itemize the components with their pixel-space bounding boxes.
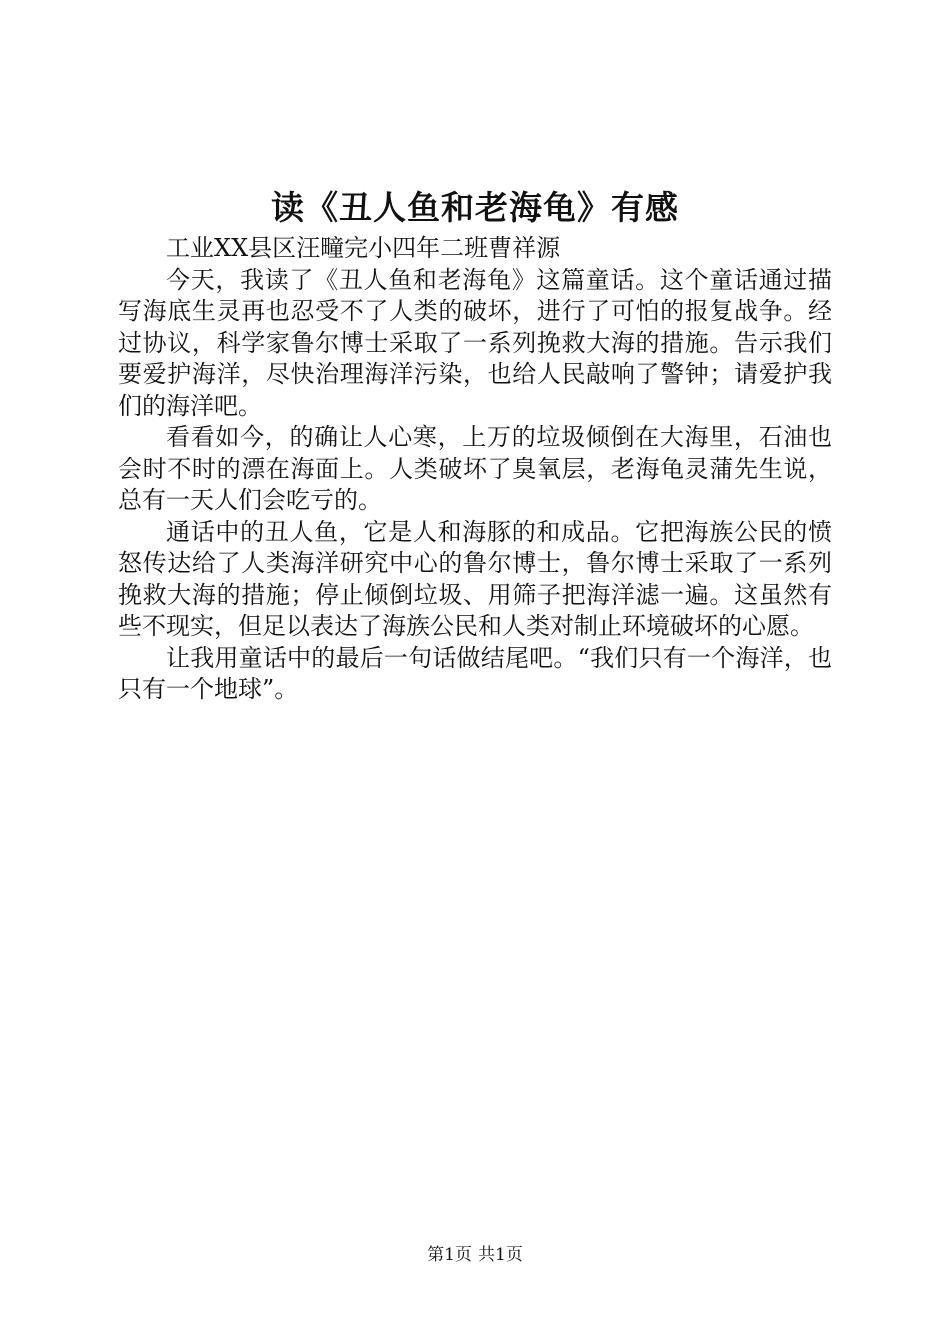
- page-footer: [0, 1243, 950, 1267]
- paragraph-1: 今天，我读了《丑人鱼和老海龟》这篇童话。这个童话通过描写海底生灵再也忍受不了人类的破坏，进行了可怕的报复战争。经过协议，科学家鲁尔博士采取了一系列挽救大海的措施。告示我们要爱护海洋，尽快治理海洋污染，也给人民敲响了警钟；请爱护我们的海洋吧。: [118, 265, 832, 420]
- page-total: 共1页: [478, 1245, 523, 1265]
- paragraph-4: 让我用童话中的最后一句话做结尾吧。“我们只有一个海洋，也只有一个地球”。: [118, 643, 832, 703]
- paragraph-2: 看看如今，的确让人心寒，上万的垃圾倾倒在大海里，石油也会时不时的漂在海面上。人类破坏了臭氧层，老海龟灵蒲先生说，总有一天人们会吃亏的。: [118, 423, 832, 514]
- paragraph-3: 通话中的丑人鱼，它是人和海豚的和成品。它把海族公民的愤怒传达给了人类海洋研究中心的鲁尔博士，鲁尔博士采取了一系列挽救大海的措施；停止倾倒垃圾、用筛子把海洋滤一遍。这虽然有些不现实，但足以表达了海族公民和人类对制止环境破坏的心愿。: [118, 517, 832, 640]
- author-line: 工业XX县区汪疃完小四年二班曹祥源: [166, 234, 561, 262]
- document-body: [118, 233, 832, 706]
- document-title: 读《丑人鱼和老海龟》有感: [271, 188, 679, 227]
- page-number: 第1页: [427, 1245, 472, 1265]
